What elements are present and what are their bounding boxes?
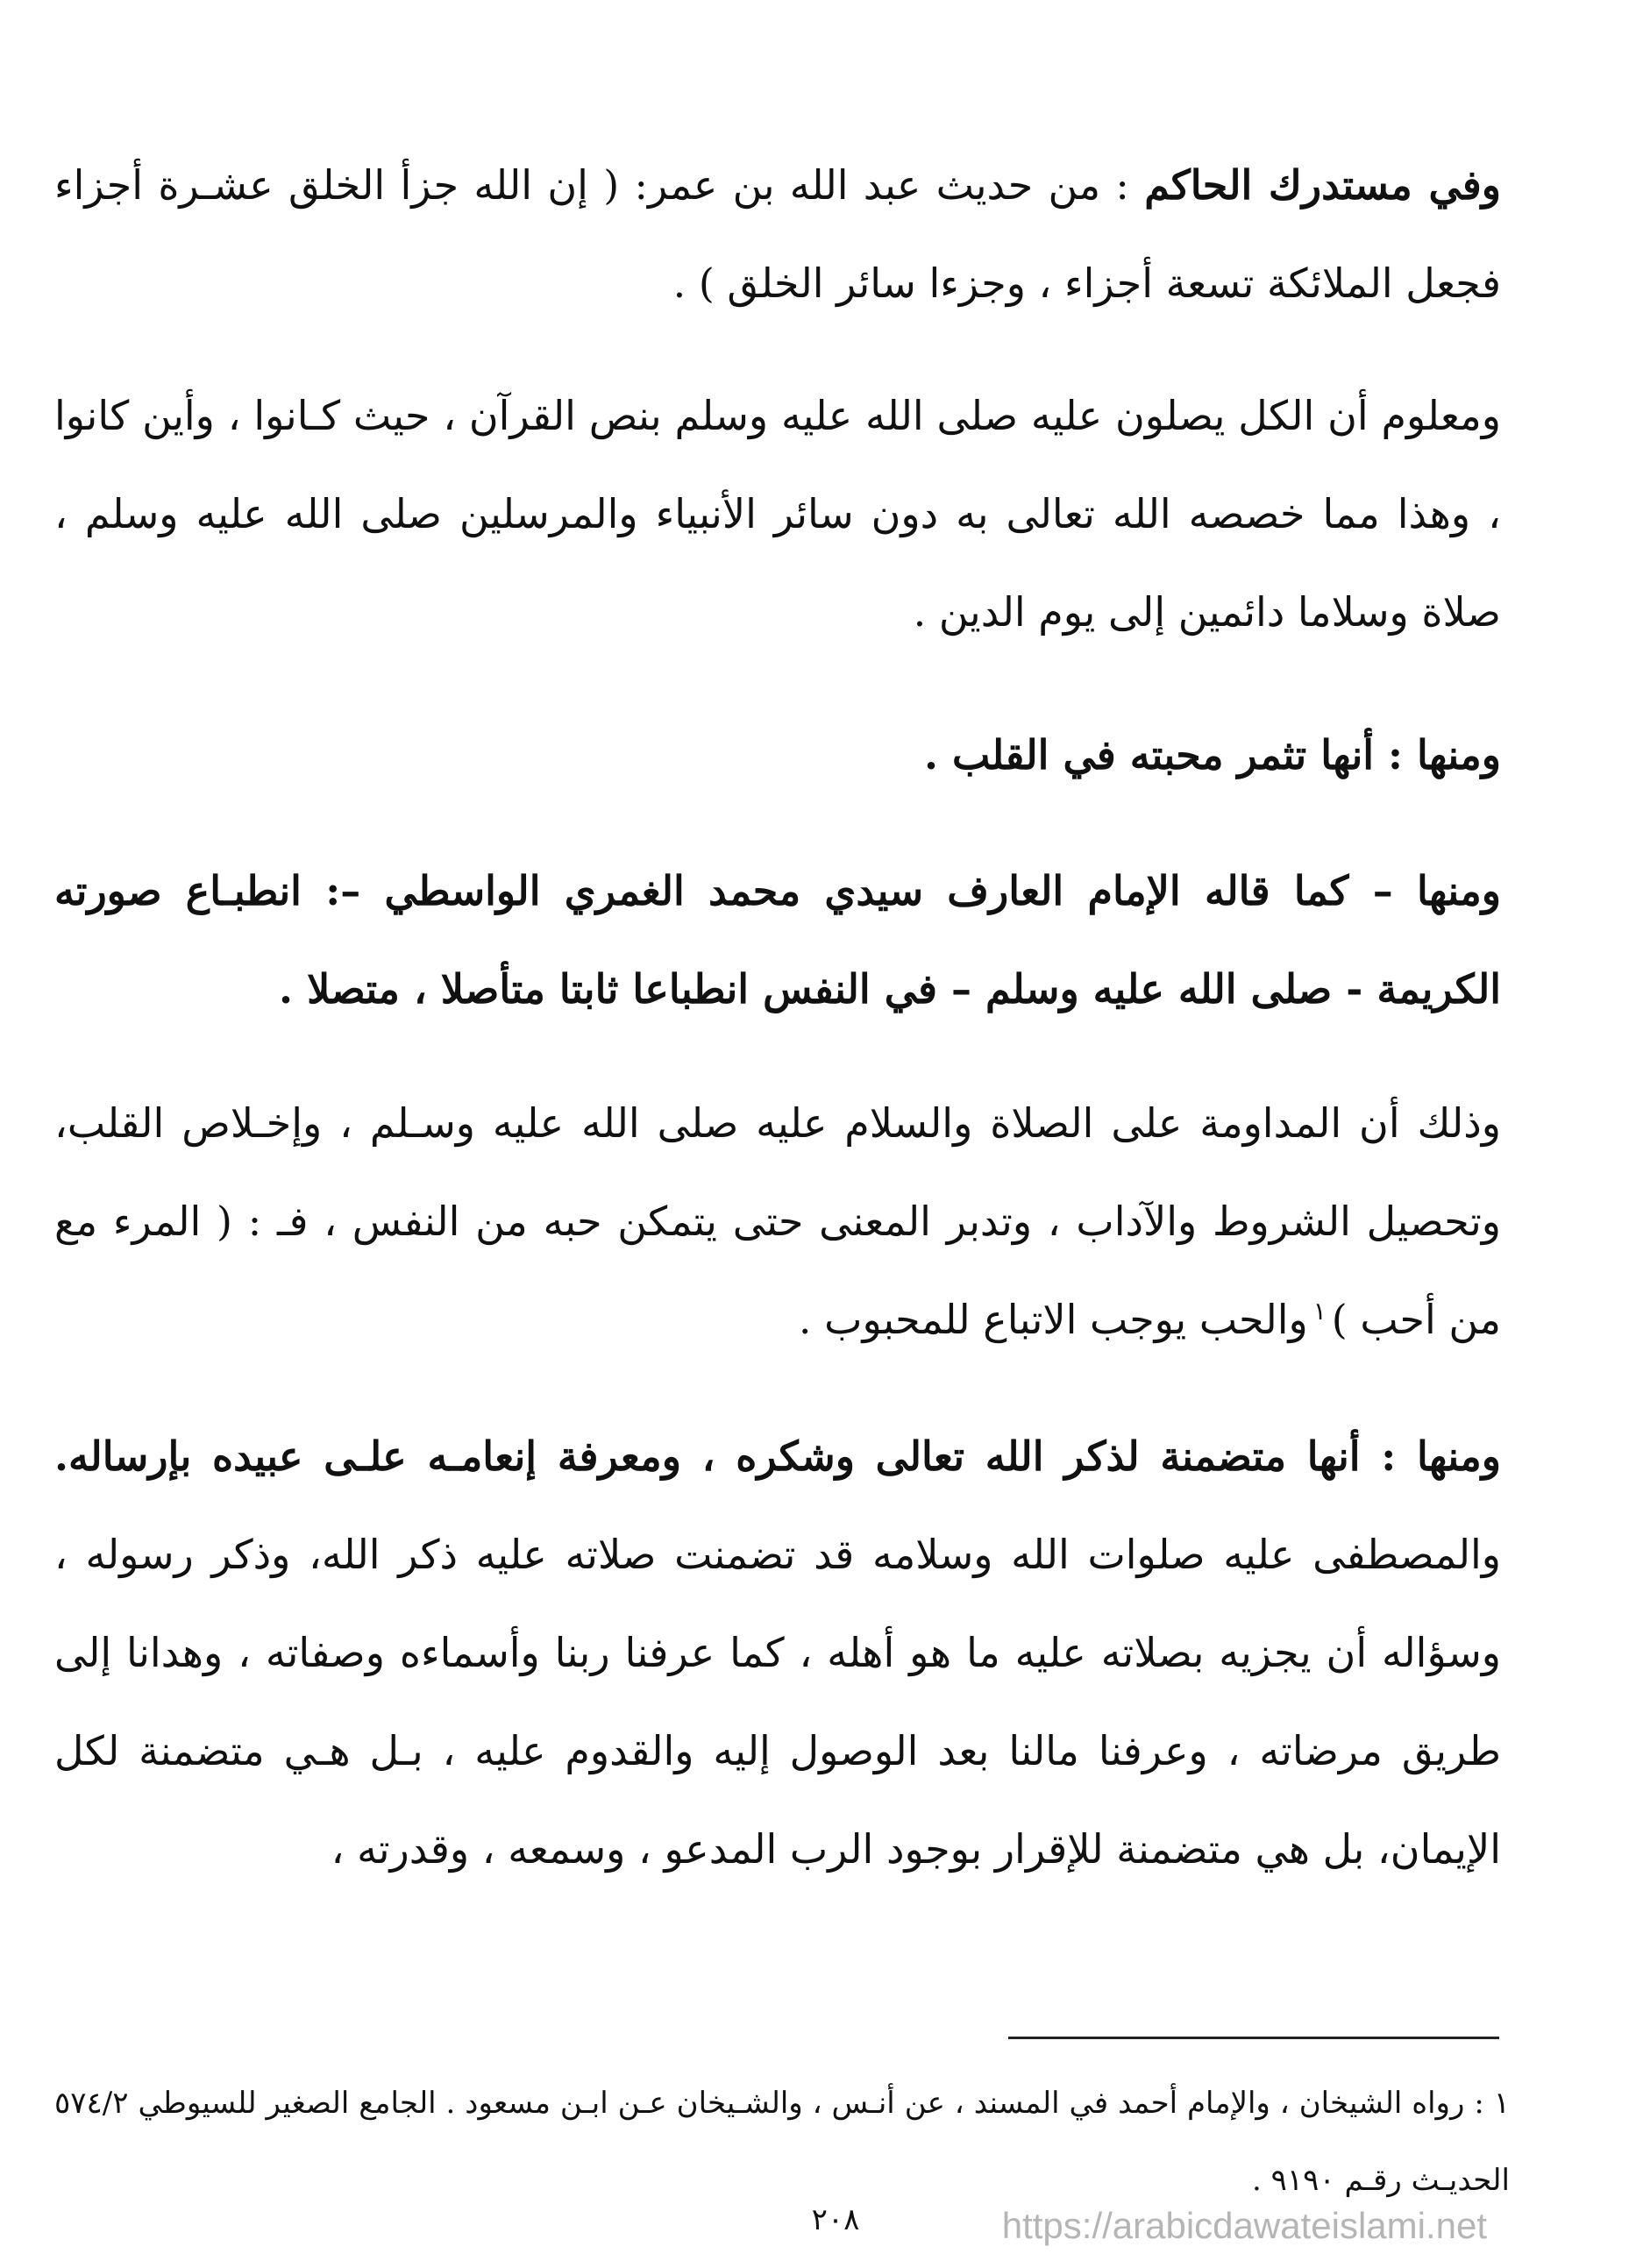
paragraph-text: ومعلوم أن الكل يصلون عليه صلى الله عليه وسلم بنص القرآن ، حيث كـانوا ، وأين كانوا ، وهذا مما خصصه الله تعالى به دون سائر الأنبياء والمرسلين صلى الله عليه وسلم ، صلاة وسلاما دائمين إلى يوم الدين . (54, 392, 1501, 636)
footnote (54, 2065, 1510, 2219)
footnote-text: ١ : رواه الشيخان ، والإمام أحمد في المسند ، عن أنـس ، والشـيخان عـن ابـن مسعود . الجامع الصغير للسيوطي ٥٧٤/٢ الحديـث رقـم ٩١٩٠ . (54, 2086, 1510, 2198)
paragraph-text: : من حديث عبد الله بن عمر: ( إن الله جزأ الخلق عشـرة أجزاء فجعل الملائكة تسعة أجزاء ، وجزءا سائر الخلق ) . (54, 161, 1501, 307)
paragraph-text: وذلك أن المداومة على الصلاة والسلام عليه صلى الله عليه وسـلم ، وإخـلاص القلب، وتحصيل الشروط والآداب ، وتدبر المعنى حتى يتمكن حبه من النفس ، فـ : ( المرء مع من أحب ) (54, 1099, 1501, 1343)
paragraph-imprint-of-image (54, 842, 1501, 1038)
footnote-marker: ١ (1312, 1296, 1327, 1326)
watermark-url: https://arabicdawateislami.net (1001, 2205, 1487, 2246)
paragraph-remembrance (54, 1407, 1501, 1898)
paragraph-text: والمصطفى عليه صلوات الله وسلامه قد تضمنت صلاته عليه ذكر الله، وذكر رسوله ، وسؤاله أن يجزيه بصلاته عليه ما هو أهله ، كما عرفنا ربنا وأسماءه وصفاته ، وهدانا إلى طريق مرضاته ، وعرفنا مالنا بعد الوصول إليه والقدوم عليه ، بـل هـي متضمنة لكل الإيمان، بل هي متضمنة للإقرار بوجود الرب المدعو ، وسمعه ، وقدرته ، (54, 1531, 1501, 1873)
paragraph-text-continued: والحب يوجب الاتباع للمحبوب . (798, 1296, 1308, 1343)
footnote-separator (1008, 2037, 1499, 2039)
paragraph-hakim-hadith (54, 136, 1501, 332)
page-number: ٢٠٨ (811, 2202, 860, 2237)
paragraph-love-in-heart (54, 706, 1501, 804)
bold-lead: وفي مستدرك الحاكم (1144, 161, 1502, 209)
bold-lead: ومنها : أنها متضمنة لذكر الله تعالى وشكره ، ومعرفة إنعامـه علـى عبيده بإرساله. (54, 1433, 1501, 1480)
bold-heading: ومنها : أنها تثمر محبته في القلب . (923, 731, 1501, 779)
bold-heading: ومنها – كما قاله الإمام العارف سيدي محمد الغمري الواسطي –: انطبـاع صورته الكريمة - صلى الله عليه وسلم – في النفس انطباعا ثابتا متأصلا ، متصلا . (54, 867, 1501, 1013)
paragraph-universal-prayer (54, 366, 1501, 661)
paragraph-perseverance (54, 1074, 1501, 1369)
